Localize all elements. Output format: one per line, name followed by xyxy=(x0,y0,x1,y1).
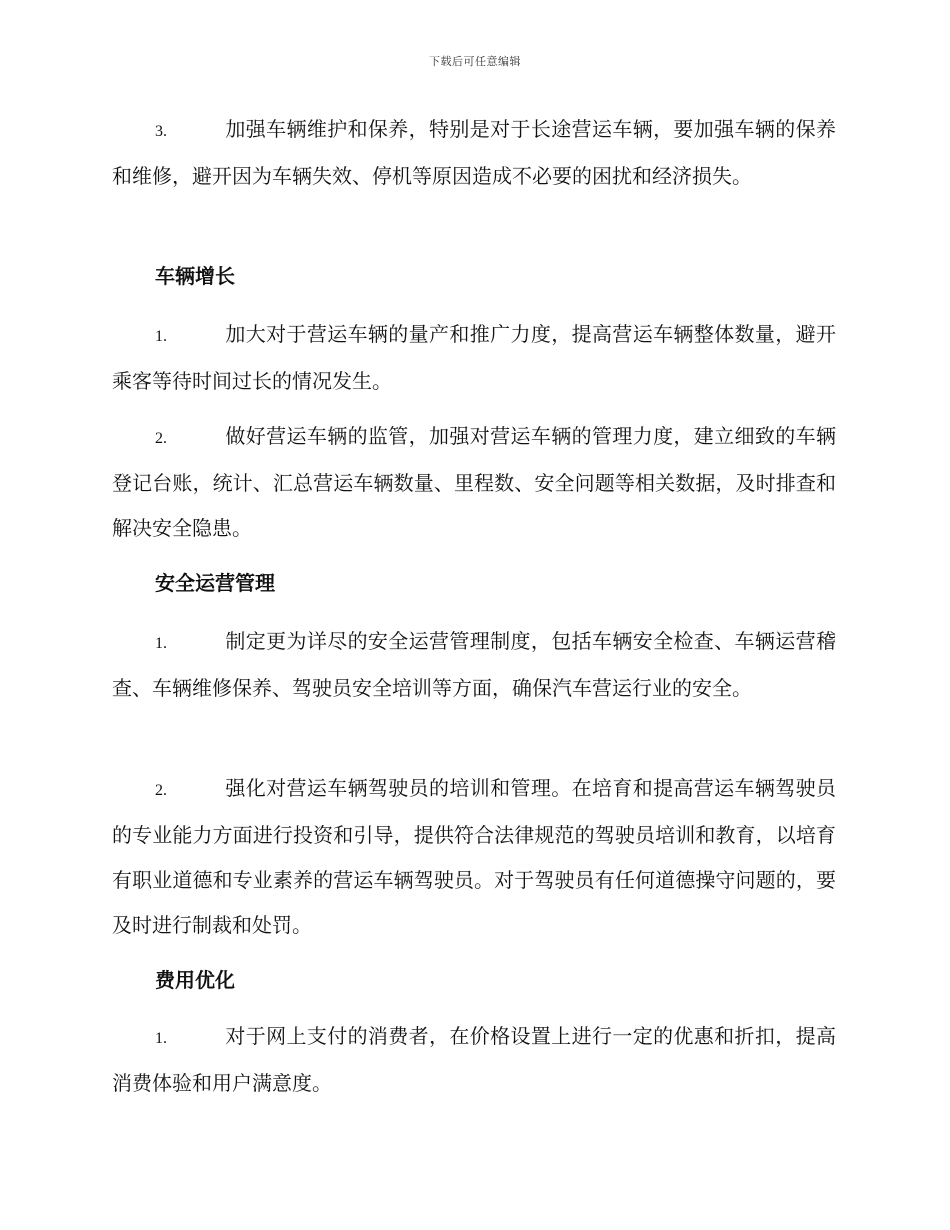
paragraph xyxy=(112,1014,836,1106)
item-text: 做好营运车辆的监管，加强对营运车辆的管理力度，建立细致的车辆登记台账，统计、汇总营运车辆数量、里程数、安全问题等相关数据，及时排查和解决安全隐患。 xyxy=(112,424,836,540)
item-text: 制定更为详尽的安全运营管理制度，包括车辆安全检查、车辆运营稽查、车辆维修保养、驾驶员安全培训等方面，确保汽车营运行业的安全。 xyxy=(112,629,836,700)
list-item xyxy=(112,1014,836,1106)
paragraph xyxy=(112,619,836,711)
list-item xyxy=(112,766,836,948)
section-heading: 费用优化 xyxy=(155,968,235,992)
item-text: 加强车辆维护和保养，特别是对于长途营运车辆，要加强车辆的保养和维修，避开因为车辆失效、停机等原因造成不必要的困扰和经济损失。 xyxy=(112,117,836,188)
list-item xyxy=(112,619,836,711)
item-text: 加大对于营运车辆的量产和推广力度，提高营运车辆整体数量，避开乘客等待时间过长的情况发生。 xyxy=(112,322,836,393)
section-heading: 安全运营管理 xyxy=(155,571,275,595)
item-number: 2. xyxy=(155,430,167,447)
item-number: 1. xyxy=(155,1030,167,1047)
item-number: 2. xyxy=(155,782,167,799)
item-number: 1. xyxy=(155,635,167,652)
paragraph xyxy=(112,766,836,948)
section-heading: 车辆增长 xyxy=(155,264,235,288)
item-number: 1. xyxy=(155,328,167,345)
list-item xyxy=(112,312,836,404)
page-header: 下载后可任意编辑 xyxy=(429,55,521,68)
item-number: 3. xyxy=(155,123,167,140)
list-item xyxy=(112,107,836,199)
paragraph xyxy=(112,414,836,551)
paragraph xyxy=(112,107,836,199)
item-text: 强化对营运车辆驾驶员的培训和管理。在培育和提高营运车辆驾驶员的专业能力方面进行投资和引导，提供符合法律规范的驾驶员培训和教育，以培育有职业道德和专业素养的营运车辆驾驶员。对于驾驶员有任何道德操守问题的，要及时进行制裁和处罚。 xyxy=(112,776,836,937)
list-item xyxy=(112,414,836,551)
paragraph xyxy=(112,312,836,404)
item-text: 对于网上支付的消费者，在价格设置上进行一定的优惠和折扣，提高消费体验和用户满意度。 xyxy=(112,1024,836,1095)
